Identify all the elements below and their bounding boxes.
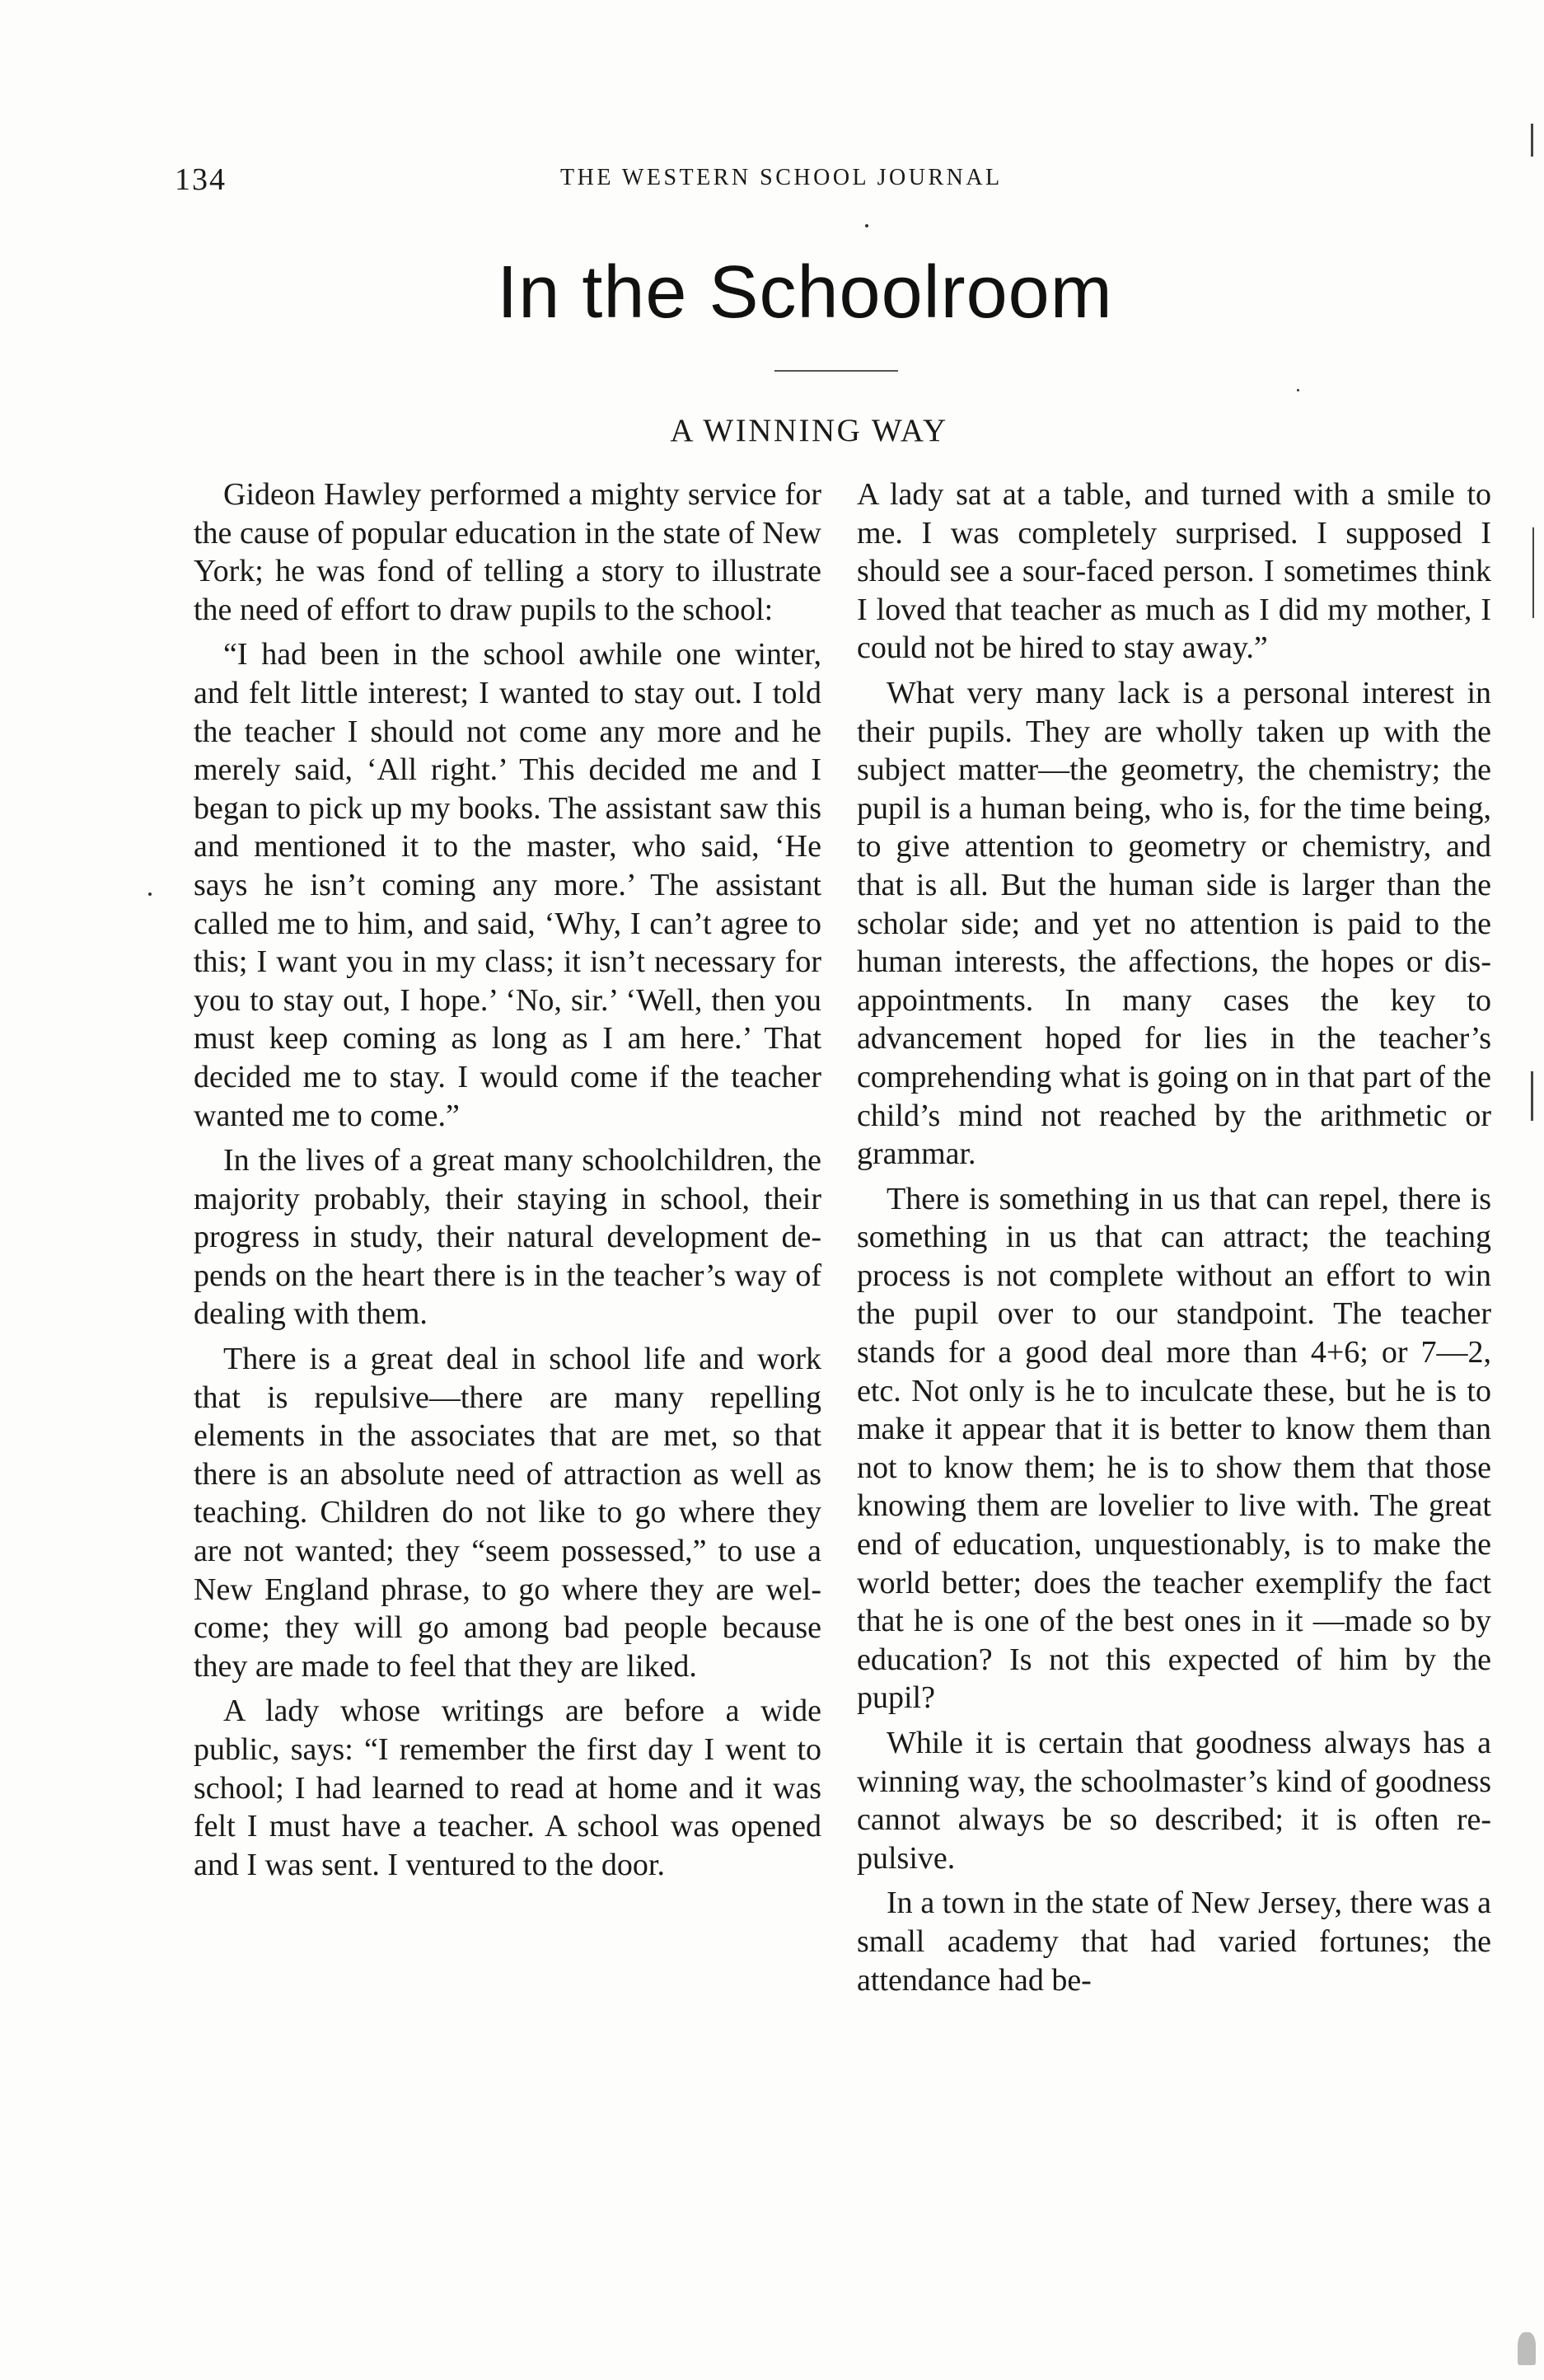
paragraph: Gideon Hawley performed a mighty service for the cause of popular education in the state of New York; he was fond of telling a story to illustrate the need of effort to draw pupils to the school: [194,477,821,627]
article-title: A WINNING WAY [670,413,948,448]
scan-speck [865,224,868,227]
running-head [175,162,1485,197]
scan-edge-mark [1518,2332,1536,2365]
right-column [857,476,1491,2006]
paragraph: “I had been in the school awhile one winter, and felt little interest; I wanted to stay out. I told the teacher I should not come any more and he merely said, ‘All right.’ This decided me and I began to pick up my books. The assistant saw this and mentioned it to the master, who said, ‘He says he isn’t coming any more.’ The assistant called me to him, and said, ‘Why, I can’t agree to this; I want you in my class; it isn’t necessary for you to stay out, I hope.’ ‘No, sir.’ ‘Well, then you must keep coming as long as I am here.’ That decided me to stay. I would come if the teacher wanted me to come.” [194,637,821,1133]
paragraph: There is a great deal in school life and work that is repulsive—there are many repelling elements in the associates that are met, so that there is an absolute need of attraction as well as teaching. Children do not like to go where they are not wanted; they “seem possessed,” to use a New England phrase, to go where they are welcome; they will go among bad people because they are made to feel that they are liked. [194,1342,821,1684]
paragraph: In the lives of a great many schoolchildren, the majority probably, their staying in school, their progress in study, their natural development depends on the heart there is in the teacher’s way of dealing with them. [194,1143,821,1332]
title-rule [774,370,898,372]
scan-speck [1297,389,1299,391]
section-title: In the Schoolroom [497,251,1113,334]
paragraph: While it is certain that goodness always has a winning way, the schoolmaster’s kind of goodness cannot always be so described; it is often repulsive. [857,1726,1491,1876]
left-column [194,476,821,1890]
scan-edge-mark [1531,124,1533,157]
scan-speck [148,892,152,896]
scan-edge-mark [1531,1071,1533,1121]
paragraph: What very many lack is a personal interest in their pupils. They are wholly taken up with the subject matter—the geometry, the chemistry; the pupil is a human being, who is, for the time being, to give attention to geometry or chemistry, and that is all. But the human side is larger than the scholar side; and yet no attention is paid to the human interests, the affections, the hopes or disappointments. In many cases the key to advancement hoped for lies in the teacher’s comprehending what is going on in that part of the child’s mind not reached by the arithmetic or grammar. [857,675,1491,1172]
scan-edge-mark [1532,527,1534,618]
journal-name: THE WESTERN SCHOOL JOURNAL [560,165,1003,190]
paragraph: In a town in the state of New Jersey, there was a small academy that had varied fortunes; the attendance had be- [857,1886,1491,1998]
paragraph: There is something in us that can repel, there is something in us that can attract; the teaching process is not complete without an effort to win the pupil over to our standpoint. The teacher stands for a good deal more than 4+6; or 7—2, etc. Not only is he to inculcate these, but he is to make it appear that it is better to know them than not to know them; he is to show them that those knowing them are lovelier to live with. The great end of education, unquestionably, is to make the world better; does the teacher exemplify the fact that he is one of the best ones in it —made so by education? Is not this expected of him by the pupil? [857,1181,1491,1716]
paragraph-continued: A lady sat at a table, and turned with a smile to me. I was completely surprised. I supposed I should see a sour-faced person. I sometimes think I loved that teacher as much as I did my mother, I could not be hired to stay away.” [857,477,1491,666]
paragraph: A lady whose writings are before a wide public, says: “I remember the first day I went to school; I had learned to read at home and it was felt I must have a teacher. A school was opened and I was sent. I ventured to the door. [194,1694,821,1882]
page-number: 134 [175,162,227,197]
